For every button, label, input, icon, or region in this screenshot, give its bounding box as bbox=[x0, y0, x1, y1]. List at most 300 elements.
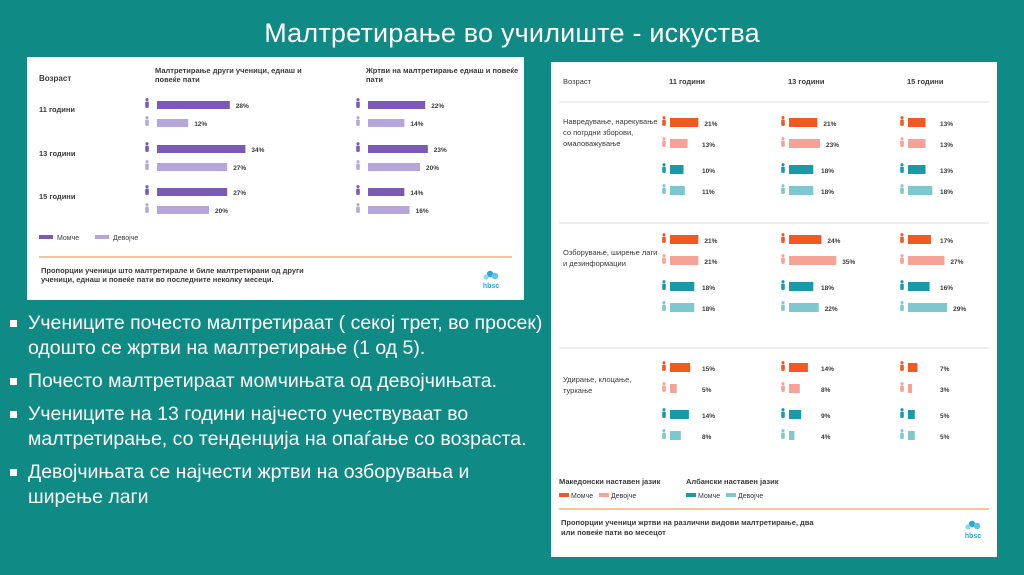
person-icon-body bbox=[356, 189, 360, 195]
age-header: 13 години bbox=[788, 77, 825, 86]
person-icon-head bbox=[145, 142, 148, 145]
data-bar bbox=[789, 118, 817, 127]
data-bar bbox=[908, 384, 912, 393]
data-label: 3% bbox=[940, 387, 950, 394]
bullet-marker bbox=[10, 378, 17, 385]
person-icon-body bbox=[900, 167, 904, 173]
category-label: Навредување, нарекување bbox=[563, 117, 658, 126]
person-icon-body bbox=[662, 365, 666, 371]
data-bar bbox=[908, 282, 930, 291]
person-icon-head bbox=[145, 116, 148, 119]
legend-swatch bbox=[599, 493, 609, 497]
person-icon-head bbox=[781, 361, 784, 364]
person-icon bbox=[781, 361, 785, 371]
person-icon-body bbox=[900, 237, 904, 243]
data-bar bbox=[789, 186, 813, 195]
person-icon-head bbox=[662, 301, 665, 304]
person-icon bbox=[662, 280, 666, 290]
person-icon bbox=[900, 361, 904, 371]
person-icon-body bbox=[145, 120, 149, 126]
data-label: 24% bbox=[827, 238, 841, 245]
data-bar bbox=[368, 119, 404, 127]
person-icon-body bbox=[145, 189, 149, 195]
hbsc-logo bbox=[483, 271, 499, 290]
data-label: 5% bbox=[940, 434, 950, 441]
person-icon bbox=[900, 280, 904, 290]
row-header: Возраст bbox=[39, 74, 72, 83]
data-bar bbox=[908, 303, 947, 312]
legend-swatch bbox=[39, 235, 53, 239]
data-bar bbox=[789, 384, 800, 393]
person-icon-body bbox=[145, 164, 149, 170]
data-bar bbox=[670, 186, 685, 195]
person-icon-head bbox=[781, 301, 784, 304]
person-icon-head bbox=[781, 163, 784, 166]
data-bar bbox=[368, 188, 404, 196]
person-icon-head bbox=[662, 254, 665, 257]
logo-text: hbsc bbox=[482, 283, 500, 290]
data-label: 12% bbox=[194, 121, 208, 128]
person-icon bbox=[900, 408, 904, 418]
logo-dot bbox=[492, 273, 498, 279]
legend-swatch bbox=[686, 493, 696, 497]
person-icon-body bbox=[900, 412, 904, 418]
row-header: Возраст bbox=[563, 77, 592, 86]
person-icon-body bbox=[900, 365, 904, 371]
person-icon bbox=[900, 382, 904, 392]
person-icon bbox=[145, 185, 149, 195]
data-bar bbox=[670, 139, 688, 148]
person-icon-head bbox=[356, 185, 359, 188]
age-label: 11 години bbox=[39, 105, 76, 114]
person-icon bbox=[356, 142, 360, 152]
data-bar bbox=[789, 282, 813, 291]
person-icon bbox=[781, 137, 785, 147]
person-icon-body bbox=[356, 146, 360, 152]
data-bar bbox=[157, 188, 227, 196]
chart-panel-bullying-by-age bbox=[27, 57, 524, 300]
person-icon-head bbox=[356, 160, 359, 163]
data-bar bbox=[670, 165, 684, 174]
person-icon bbox=[900, 116, 904, 126]
logo-dot bbox=[483, 274, 488, 279]
data-bar bbox=[670, 363, 690, 372]
legend-swatch bbox=[726, 493, 736, 497]
person-icon-head bbox=[356, 116, 359, 119]
logo-dot bbox=[974, 523, 980, 529]
data-label: 27% bbox=[233, 190, 247, 197]
person-icon bbox=[145, 203, 149, 213]
person-icon-head bbox=[900, 429, 903, 432]
person-icon-head bbox=[145, 203, 148, 206]
hbsc-logo bbox=[965, 521, 981, 540]
person-icon bbox=[662, 361, 666, 371]
person-icon bbox=[900, 137, 904, 147]
person-icon-body bbox=[662, 258, 666, 264]
legend-group-title: Албански наставен јазик bbox=[686, 477, 779, 486]
person-icon-head bbox=[356, 203, 359, 206]
data-bar bbox=[789, 165, 813, 174]
person-icon-head bbox=[662, 184, 665, 187]
bullet-item bbox=[8, 460, 548, 510]
person-icon bbox=[356, 203, 360, 213]
column-title: повеќе пати bbox=[155, 75, 200, 84]
person-icon bbox=[662, 233, 666, 243]
person-icon-head bbox=[662, 233, 665, 236]
footnote: или повеќе пати во месецот bbox=[561, 528, 666, 537]
data-label: 11% bbox=[702, 189, 715, 196]
person-icon bbox=[662, 184, 666, 194]
data-bar bbox=[789, 303, 819, 312]
data-label: 34% bbox=[251, 147, 265, 154]
person-icon-head bbox=[356, 142, 359, 145]
person-icon bbox=[781, 382, 785, 392]
chart-bullying-by-age bbox=[27, 57, 524, 300]
data-label: 13% bbox=[940, 142, 954, 149]
legend-swatch bbox=[95, 235, 109, 239]
person-icon-body bbox=[662, 120, 666, 126]
person-icon-body bbox=[900, 188, 904, 194]
person-icon-head bbox=[900, 184, 903, 187]
age-label: 15 години bbox=[39, 192, 76, 201]
age-header: 15 години bbox=[907, 77, 944, 86]
data-label: 9% bbox=[821, 413, 831, 420]
bullet-item bbox=[8, 369, 548, 394]
data-bar bbox=[908, 186, 932, 195]
person-icon-head bbox=[781, 233, 784, 236]
data-label: 16% bbox=[940, 285, 954, 292]
person-icon-body bbox=[662, 284, 666, 290]
data-bar bbox=[368, 163, 420, 171]
footnote: Пропорции ученици што малтретирале и биле малтретирани од други bbox=[41, 266, 304, 275]
person-icon bbox=[781, 233, 785, 243]
person-icon bbox=[356, 98, 360, 108]
data-label: 35% bbox=[842, 259, 856, 266]
person-icon-body bbox=[356, 164, 360, 170]
person-icon-head bbox=[781, 116, 784, 119]
person-icon-body bbox=[781, 258, 785, 264]
person-icon-body bbox=[662, 141, 666, 147]
data-bar bbox=[789, 256, 836, 265]
person-icon bbox=[781, 184, 785, 194]
person-icon-head bbox=[900, 301, 903, 304]
data-bar bbox=[368, 101, 425, 109]
legend-swatch bbox=[559, 493, 569, 497]
data-label: 21% bbox=[704, 121, 718, 128]
person-icon bbox=[900, 301, 904, 311]
data-label: 22% bbox=[431, 103, 445, 110]
person-icon-body bbox=[781, 167, 785, 173]
person-icon-head bbox=[356, 98, 359, 101]
legend-group-title: Македонски наставен јазик bbox=[559, 477, 661, 486]
person-icon-head bbox=[781, 137, 784, 140]
person-icon-body bbox=[145, 146, 149, 152]
person-icon-head bbox=[781, 382, 784, 385]
data-label: 18% bbox=[821, 168, 835, 175]
data-label: 21% bbox=[704, 238, 718, 245]
data-label: 27% bbox=[950, 259, 964, 266]
person-icon bbox=[781, 301, 785, 311]
person-icon-head bbox=[662, 137, 665, 140]
data-bar bbox=[908, 410, 915, 419]
data-bar bbox=[670, 384, 677, 393]
data-label: 18% bbox=[940, 189, 954, 196]
logo-dot bbox=[965, 524, 970, 529]
legend-label: Девојче bbox=[738, 493, 764, 500]
person-icon-body bbox=[900, 386, 904, 392]
data-label: 15% bbox=[702, 366, 716, 373]
bullet-list bbox=[8, 311, 548, 518]
person-icon bbox=[781, 280, 785, 290]
footnote: Пропорции ученици жртви на различни видови малтретирање, два bbox=[561, 518, 814, 527]
person-icon-head bbox=[662, 280, 665, 283]
person-icon-head bbox=[662, 361, 665, 364]
legend-label: Момче bbox=[698, 493, 721, 500]
person-icon-body bbox=[356, 102, 360, 108]
data-bar bbox=[157, 101, 230, 109]
footnote: ученици, еднаш и повеќе пати во последните неколку месеци. bbox=[41, 275, 274, 284]
data-bar bbox=[908, 165, 926, 174]
data-label: 28% bbox=[235, 103, 249, 110]
data-label: 16% bbox=[415, 208, 429, 215]
person-icon-head bbox=[781, 184, 784, 187]
person-icon bbox=[662, 116, 666, 126]
data-label: 18% bbox=[821, 189, 835, 196]
person-icon-body bbox=[781, 284, 785, 290]
bullet-text: Учениците почесто малтретираат ( секој трет, во просек) одошто се жртви на малтретирање (1 од 5). bbox=[28, 312, 543, 359]
data-bar bbox=[789, 363, 808, 372]
person-icon bbox=[900, 184, 904, 194]
data-bar bbox=[368, 206, 410, 214]
person-icon bbox=[900, 163, 904, 173]
person-icon-head bbox=[145, 98, 148, 101]
bullet-item bbox=[8, 311, 548, 361]
person-icon-head bbox=[662, 408, 665, 411]
person-icon-body bbox=[781, 412, 785, 418]
data-label: 20% bbox=[215, 208, 229, 215]
age-label: 13 години bbox=[39, 149, 76, 158]
data-label: 27% bbox=[233, 165, 247, 172]
data-bar bbox=[157, 163, 227, 171]
category-label: Удирање, клоцање, bbox=[563, 375, 632, 384]
data-label: 14% bbox=[821, 366, 835, 373]
person-icon-head bbox=[900, 382, 903, 385]
data-bar bbox=[670, 235, 698, 244]
data-bar bbox=[670, 256, 698, 265]
person-icon bbox=[662, 382, 666, 392]
data-bar bbox=[789, 235, 821, 244]
person-icon-head bbox=[900, 361, 903, 364]
data-bar bbox=[789, 410, 801, 419]
category-label: со погрдни зборови, bbox=[563, 128, 634, 137]
person-icon-body bbox=[662, 188, 666, 194]
person-icon bbox=[781, 116, 785, 126]
data-label: 14% bbox=[702, 413, 716, 420]
data-bar bbox=[157, 119, 188, 127]
person-icon-head bbox=[662, 382, 665, 385]
legend-label: Девојче bbox=[113, 235, 139, 242]
data-label: 8% bbox=[702, 434, 712, 441]
person-icon-body bbox=[781, 237, 785, 243]
person-icon-body bbox=[900, 284, 904, 290]
chart-panel-victim-types bbox=[551, 62, 997, 557]
column-title: Жртви на малтретирање еднаш и повеќе bbox=[366, 66, 519, 75]
category-label: туркање bbox=[563, 386, 593, 395]
bullet-text: Девојчињата се најчести жртви на озборувања и ширење лаги bbox=[28, 461, 470, 508]
person-icon-body bbox=[900, 141, 904, 147]
data-bar bbox=[157, 145, 245, 153]
data-label: 13% bbox=[940, 121, 954, 128]
person-icon bbox=[145, 116, 149, 126]
person-icon bbox=[781, 408, 785, 418]
data-label: 17% bbox=[940, 238, 954, 245]
person-icon-body bbox=[662, 237, 666, 243]
person-icon-body bbox=[662, 167, 666, 173]
data-label: 14% bbox=[410, 190, 424, 197]
person-icon-body bbox=[781, 365, 785, 371]
data-bar bbox=[908, 256, 944, 265]
person-icon-body bbox=[781, 188, 785, 194]
person-icon bbox=[145, 98, 149, 108]
data-label: 29% bbox=[953, 306, 967, 313]
data-label: 14% bbox=[410, 121, 424, 128]
column-title: пати bbox=[366, 75, 383, 84]
data-bar bbox=[670, 410, 689, 419]
data-label: 5% bbox=[940, 413, 950, 420]
person-icon-body bbox=[356, 207, 360, 213]
person-icon-head bbox=[781, 408, 784, 411]
category-label: омаловажување bbox=[563, 139, 621, 148]
person-icon bbox=[900, 233, 904, 243]
person-icon bbox=[781, 429, 785, 439]
person-icon-head bbox=[145, 185, 148, 188]
data-label: 13% bbox=[940, 168, 954, 175]
person-icon-body bbox=[900, 120, 904, 126]
person-icon-body bbox=[781, 433, 785, 439]
legend-label: Момче bbox=[57, 235, 80, 242]
person-icon-body bbox=[662, 412, 666, 418]
person-icon-body bbox=[662, 386, 666, 392]
person-icon-body bbox=[781, 386, 785, 392]
legend-label: Момче bbox=[571, 493, 594, 500]
data-label: 13% bbox=[702, 142, 716, 149]
person-icon-body bbox=[145, 207, 149, 213]
person-icon-head bbox=[662, 116, 665, 119]
slide-title: Малтретирање во училиште - искуства bbox=[264, 18, 760, 48]
bullet-marker bbox=[10, 411, 17, 418]
person-icon-head bbox=[900, 116, 903, 119]
bullet-text: Учениците на 13 години најчесто учествуваат во малтретирање, со тенденција на опаѓање со возраста. bbox=[28, 403, 527, 450]
category-label: и дезинформации bbox=[563, 259, 626, 268]
chart-victim-types bbox=[551, 62, 997, 557]
data-bar bbox=[368, 145, 428, 153]
person-icon bbox=[662, 408, 666, 418]
data-bar bbox=[789, 431, 794, 440]
person-icon-body bbox=[781, 141, 785, 147]
data-label: 23% bbox=[433, 147, 447, 154]
data-label: 18% bbox=[821, 285, 835, 292]
person-icon bbox=[900, 429, 904, 439]
person-icon bbox=[781, 254, 785, 264]
person-icon-head bbox=[900, 254, 903, 257]
legend-label: Девојче bbox=[611, 493, 637, 500]
data-label: 18% bbox=[702, 285, 716, 292]
data-label: 5% bbox=[702, 387, 712, 394]
person-icon bbox=[662, 301, 666, 311]
data-bar bbox=[908, 363, 917, 372]
data-bar bbox=[908, 235, 931, 244]
person-icon-head bbox=[900, 280, 903, 283]
person-icon bbox=[356, 185, 360, 195]
person-icon-body bbox=[781, 305, 785, 311]
person-icon-head bbox=[900, 163, 903, 166]
person-icon-body bbox=[356, 120, 360, 126]
person-icon-body bbox=[781, 120, 785, 126]
person-icon bbox=[662, 137, 666, 147]
person-icon bbox=[662, 163, 666, 173]
data-label: 20% bbox=[426, 165, 440, 172]
person-icon bbox=[900, 254, 904, 264]
person-icon-body bbox=[900, 305, 904, 311]
data-label: 18% bbox=[702, 306, 716, 313]
data-label: 22% bbox=[824, 306, 838, 313]
person-icon-head bbox=[662, 429, 665, 432]
data-label: 21% bbox=[823, 121, 837, 128]
data-label: 8% bbox=[821, 387, 831, 394]
person-icon-body bbox=[145, 102, 149, 108]
data-bar bbox=[908, 431, 915, 440]
person-icon bbox=[356, 160, 360, 170]
bullet-text: Почесто малтретираат момчињата од девојчињата. bbox=[28, 370, 498, 392]
person-icon-head bbox=[781, 280, 784, 283]
logo-text: hbsc bbox=[964, 533, 982, 540]
person-icon bbox=[662, 429, 666, 439]
data-bar bbox=[908, 139, 926, 148]
category-label: Озборување, ширење лаги bbox=[563, 248, 658, 257]
person-icon-head bbox=[662, 163, 665, 166]
person-icon bbox=[145, 160, 149, 170]
column-title: Малтретирање други ученици, еднаш и bbox=[155, 66, 302, 75]
age-header: 11 години bbox=[669, 77, 706, 86]
person-icon-head bbox=[900, 233, 903, 236]
person-icon-head bbox=[781, 429, 784, 432]
person-icon-head bbox=[145, 160, 148, 163]
bullet-item bbox=[8, 402, 548, 452]
data-bar bbox=[670, 118, 698, 127]
person-icon bbox=[662, 254, 666, 264]
person-icon bbox=[781, 163, 785, 173]
bullet-marker bbox=[10, 469, 17, 476]
person-icon-body bbox=[662, 433, 666, 439]
data-bar bbox=[670, 282, 694, 291]
person-icon bbox=[356, 116, 360, 126]
data-label: 4% bbox=[821, 434, 831, 441]
data-label: 10% bbox=[702, 168, 716, 175]
person-icon-body bbox=[900, 258, 904, 264]
person-icon-body bbox=[662, 305, 666, 311]
data-label: 7% bbox=[940, 366, 950, 373]
data-label: 21% bbox=[704, 259, 718, 266]
person-icon-body bbox=[900, 433, 904, 439]
person-icon bbox=[145, 142, 149, 152]
person-icon-head bbox=[900, 137, 903, 140]
person-icon-head bbox=[781, 254, 784, 257]
bullet-marker bbox=[10, 320, 17, 327]
person-icon-head bbox=[900, 408, 903, 411]
data-bar bbox=[789, 139, 820, 148]
data-bar bbox=[670, 431, 681, 440]
data-label: 23% bbox=[826, 142, 840, 149]
